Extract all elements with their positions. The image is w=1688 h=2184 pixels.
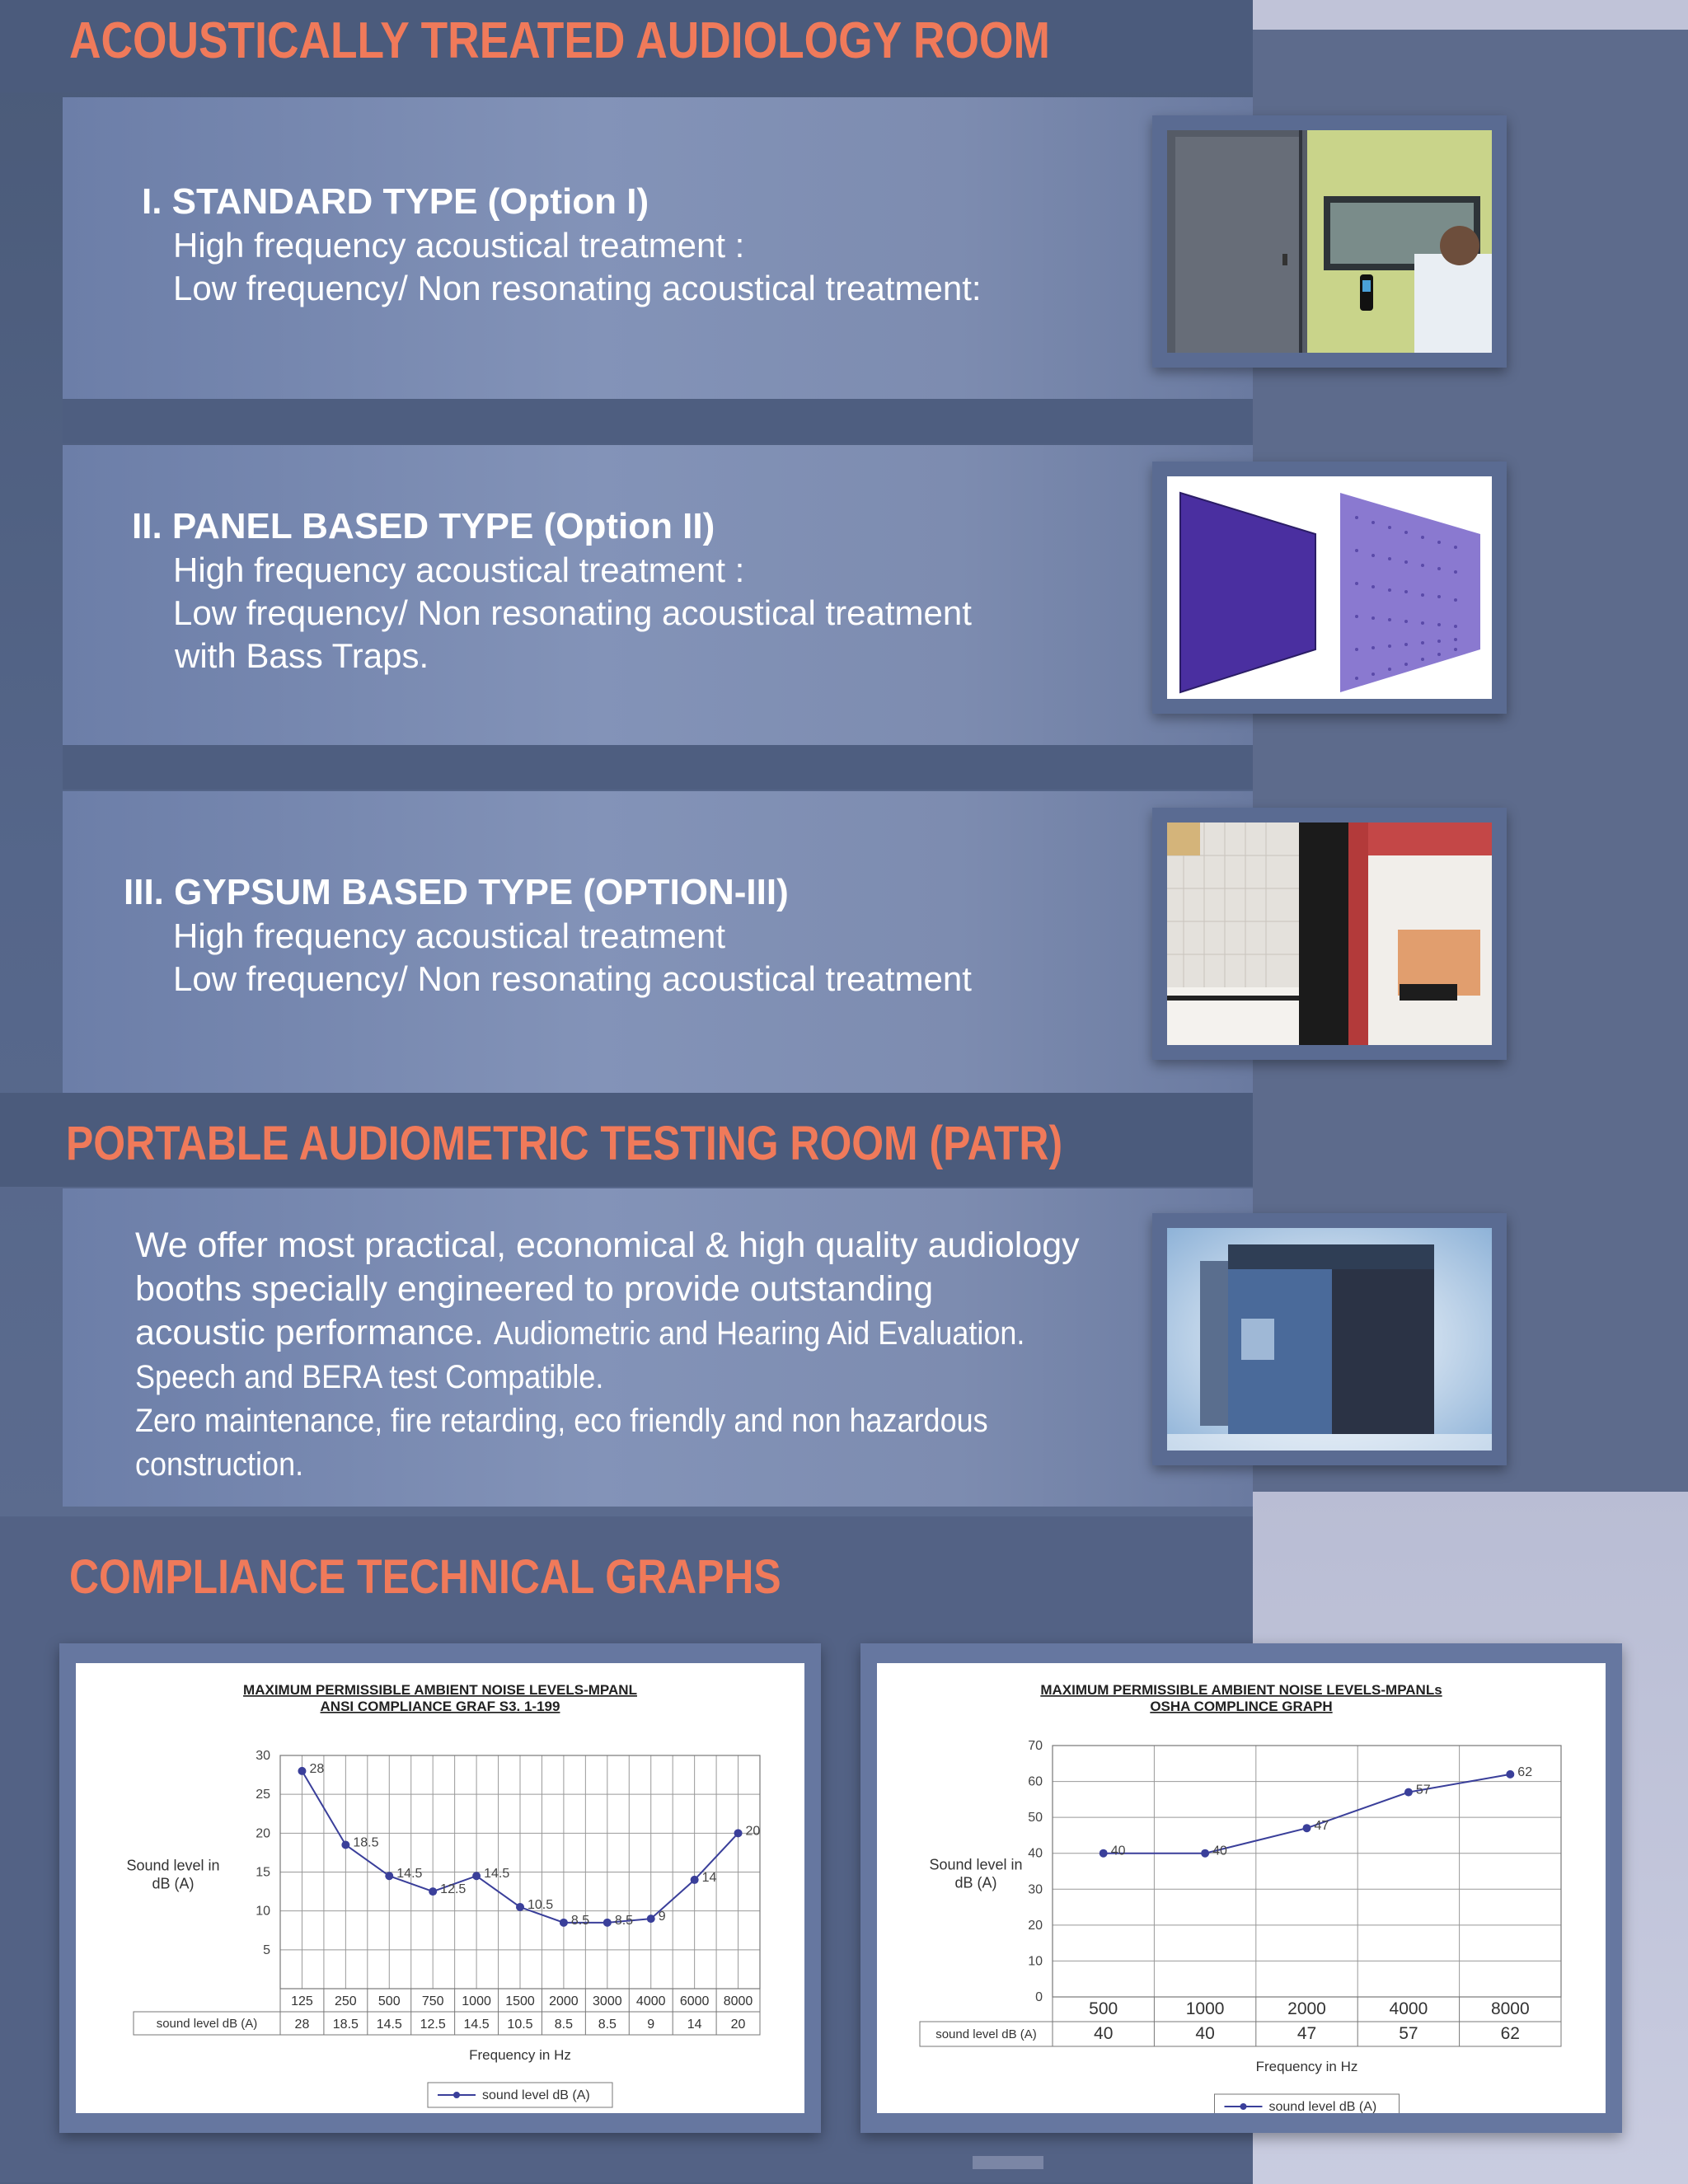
osha-chart-frame [860, 1643, 1622, 2133]
data-label: 14 [701, 1870, 717, 1885]
gypsum-room-illustration [1167, 823, 1492, 1045]
data-label: 12.5 [440, 1882, 467, 1897]
data-label: 8.5 [570, 1913, 590, 1928]
x-tick-label: 750 [421, 1994, 444, 2008]
data-table-value: 20 [730, 2018, 746, 2032]
footer-logo-mark [973, 2156, 1043, 2169]
data-table-value: 40 [1195, 2024, 1215, 2043]
data-label: 9 [658, 1910, 666, 1924]
data-table-value: 14.5 [376, 2018, 402, 2032]
data-point [1201, 1849, 1209, 1858]
data-table-value: 18.5 [332, 2018, 359, 2032]
x-tick-label: 2000 [549, 1994, 579, 2008]
photo-frame-standard-room [1152, 115, 1507, 368]
x-tick-label: 125 [291, 1994, 313, 2008]
data-table-value: 8.5 [554, 2018, 574, 2032]
option-2-line-1: High frequency acoustical treatment : [173, 551, 745, 589]
y-tick-label: 0 [1035, 1990, 1043, 2004]
data-label: 10.5 [528, 1897, 554, 1912]
light-band-top [1253, 0, 1688, 30]
data-table-value: 14.5 [463, 2018, 490, 2032]
data-label: 14.5 [396, 1867, 423, 1882]
data-label: 14.5 [484, 1867, 510, 1882]
data-label: 62 [1517, 1765, 1533, 1779]
option-2-line-3: with Bass Traps. [175, 636, 429, 675]
data-point [691, 1876, 699, 1884]
option-1-line-2: Low frequency/ Non resonating acoustical treatment: [173, 269, 982, 307]
data-label: 40 [1212, 1844, 1227, 1858]
x-tick-label: 500 [377, 1994, 401, 2008]
data-label: 18.5 [353, 1835, 379, 1850]
gypsum-room-photo [1167, 823, 1492, 1045]
page-title: ACOUSTICALLY TREATED AUDIOLOGY ROOM [69, 12, 1050, 69]
data-table-value: 47 [1296, 2024, 1317, 2043]
patr-heading: PORTABLE AUDIOMETRIC TESTING ROOM (PATR) [66, 1117, 1063, 1170]
chart-subtitle: ANSI COMPLIANCE GRAF S3. 1-199 [320, 1699, 560, 1714]
patr-line-4: Audiometric and Hearing Aid Evaluation. [493, 1315, 1025, 1352]
chart-subtitle: OSHA COMPLINCE GRAPH [1150, 1699, 1333, 1714]
y-tick-label: 20 [1028, 1918, 1043, 1933]
osha-chart-svg [877, 1663, 1606, 2113]
y-tick-label: 20 [256, 1826, 270, 1841]
photo-frame-gypsum-room [1152, 808, 1507, 1060]
data-table-row-label: sound level dB (A) [156, 2017, 258, 2031]
patr-line-7: construction. [135, 1446, 304, 1483]
data-table-value: 10.5 [507, 2018, 533, 2032]
data-table-value: 62 [1500, 2024, 1520, 2043]
data-point [429, 1887, 437, 1896]
patr-description [135, 1224, 1165, 1487]
ansi-chart-frame [59, 1643, 821, 2133]
option-1-line-1: High frequency acoustical treatment : [173, 226, 745, 265]
option-3-line-1: High frequency acoustical treatment [173, 916, 726, 955]
data-point [647, 1915, 655, 1923]
y-tick-label: 25 [256, 1788, 270, 1802]
y-axis-label-line-2: dB (A) [152, 1875, 195, 1892]
acoustic-panels-illustration [1167, 476, 1492, 699]
data-point [341, 1840, 349, 1849]
booth-photo [1167, 1228, 1492, 1451]
data-table-value: 57 [1399, 2024, 1418, 2043]
x-tick-label: 4000 [1389, 1999, 1428, 2018]
option-2-line-2: Low frequency/ Non resonating acoustical treatment [173, 593, 972, 632]
data-point [1303, 1824, 1311, 1832]
chart-title: MAXIMUM PERMISSIBLE AMBIENT NOISE LEVELS-MPANL [243, 1682, 637, 1698]
data-point [1404, 1788, 1413, 1797]
patr-line-1: We offer most practical, economical & high quality audiology [135, 1226, 1080, 1265]
standard-room-photo [1167, 130, 1492, 353]
data-point [516, 1903, 524, 1911]
y-tick-label: 10 [1028, 1954, 1043, 1969]
legend-swatch-marker [453, 2092, 460, 2098]
patr-line-3: acoustic performance. [135, 1313, 485, 1352]
option-3-title: III. GYPSUM BASED TYPE (OPTION-III) [124, 872, 789, 912]
x-tick-label: 1500 [505, 1994, 535, 2008]
data-point [472, 1872, 481, 1880]
data-point [603, 1919, 612, 1927]
x-axis-label: Frequency in Hz [1255, 2059, 1358, 2074]
y-tick-label: 50 [1028, 1811, 1043, 1825]
data-label: 8.5 [614, 1913, 634, 1928]
data-table-value: 8.5 [598, 2018, 617, 2032]
legend-label: sound level dB (A) [1268, 2100, 1377, 2113]
data-label: 28 [309, 1761, 325, 1776]
x-tick-label: 2000 [1287, 1999, 1326, 2018]
data-table-row-label: sound level dB (A) [935, 2027, 1037, 2041]
ansi-chart [76, 1663, 804, 2113]
x-tick-label: 8000 [1490, 1999, 1530, 2018]
x-tick-label: 250 [335, 1994, 357, 2008]
option-3-line-2: Low frequency/ Non resonating acoustical treatment [173, 959, 972, 998]
separator-band [63, 745, 1253, 790]
legend-label: sound level dB (A) [482, 2088, 590, 2102]
x-tick-label: 500 [1089, 1999, 1118, 2018]
plot-area-border [1053, 1746, 1561, 1997]
panels-photo [1167, 476, 1492, 699]
x-tick-label: 6000 [679, 1994, 710, 2008]
option-1-title: I. STANDARD TYPE (Option I) [142, 181, 649, 222]
data-label: 20 [745, 1824, 761, 1839]
y-axis-label-line-1: Sound level in [126, 1857, 220, 1874]
y-tick-label: 10 [256, 1904, 270, 1919]
x-tick-label: 3000 [593, 1994, 622, 2008]
patr-line-3-combined [135, 1311, 1165, 1356]
x-tick-label: 4000 [635, 1994, 666, 2008]
data-label: 57 [1415, 1783, 1431, 1797]
data-point [734, 1829, 743, 1837]
patr-line-2: booths specially engineered to provide outstanding [135, 1269, 934, 1309]
photo-frame-booth [1152, 1213, 1507, 1465]
separator-band [63, 399, 1253, 443]
data-label: 47 [1314, 1819, 1329, 1834]
chart-title: MAXIMUM PERMISSIBLE AMBIENT NOISE LEVELS-MPANLs [1040, 1682, 1442, 1698]
y-tick-label: 5 [263, 1943, 270, 1957]
data-table-value: 12.5 [420, 2018, 446, 2032]
legend-swatch-marker [1240, 2103, 1247, 2110]
data-table-value: 9 [647, 2018, 655, 2032]
patr-line-6: Zero maintenance, fire retarding, eco friendly and non hazardous [135, 1403, 988, 1439]
x-axis-label: Frequency in Hz [469, 2047, 571, 2063]
y-tick-label: 70 [1028, 1739, 1043, 1753]
series-line [1104, 1774, 1511, 1854]
y-axis-label-line-2: dB (A) [954, 1874, 997, 1891]
option-2-title: II. PANEL BASED TYPE (Option II) [132, 506, 715, 546]
photo-frame-panels [1152, 462, 1507, 714]
y-axis-label-line-1: Sound level in [929, 1856, 1023, 1873]
y-tick-label: 15 [256, 1865, 270, 1880]
y-tick-label: 40 [1028, 1846, 1043, 1861]
audiology-booth-illustration [1167, 1228, 1492, 1451]
data-table-value: 40 [1094, 2024, 1114, 2043]
y-tick-label: 30 [256, 1749, 270, 1763]
x-tick-label: 1000 [462, 1994, 491, 2008]
data-table-value: 28 [294, 2018, 310, 2032]
graphs-heading: COMPLIANCE TECHNICAL GRAPHS [69, 1550, 781, 1604]
data-table-value: 14 [687, 2018, 702, 2032]
data-label: 40 [1110, 1844, 1126, 1858]
ansi-chart-svg [76, 1663, 804, 2113]
osha-chart [877, 1663, 1606, 2113]
y-tick-label: 60 [1028, 1774, 1043, 1789]
standard-room-illustration [1167, 130, 1492, 353]
y-tick-label: 30 [1028, 1882, 1043, 1897]
data-point [1100, 1849, 1108, 1858]
x-tick-label: 1000 [1185, 1999, 1225, 2018]
patr-line-5: Speech and BERA test Compatible. [135, 1359, 604, 1395]
data-point [560, 1919, 568, 1927]
data-point [1506, 1770, 1514, 1779]
x-tick-label: 8000 [723, 1994, 753, 2008]
data-point [385, 1872, 393, 1880]
data-point [298, 1767, 306, 1775]
